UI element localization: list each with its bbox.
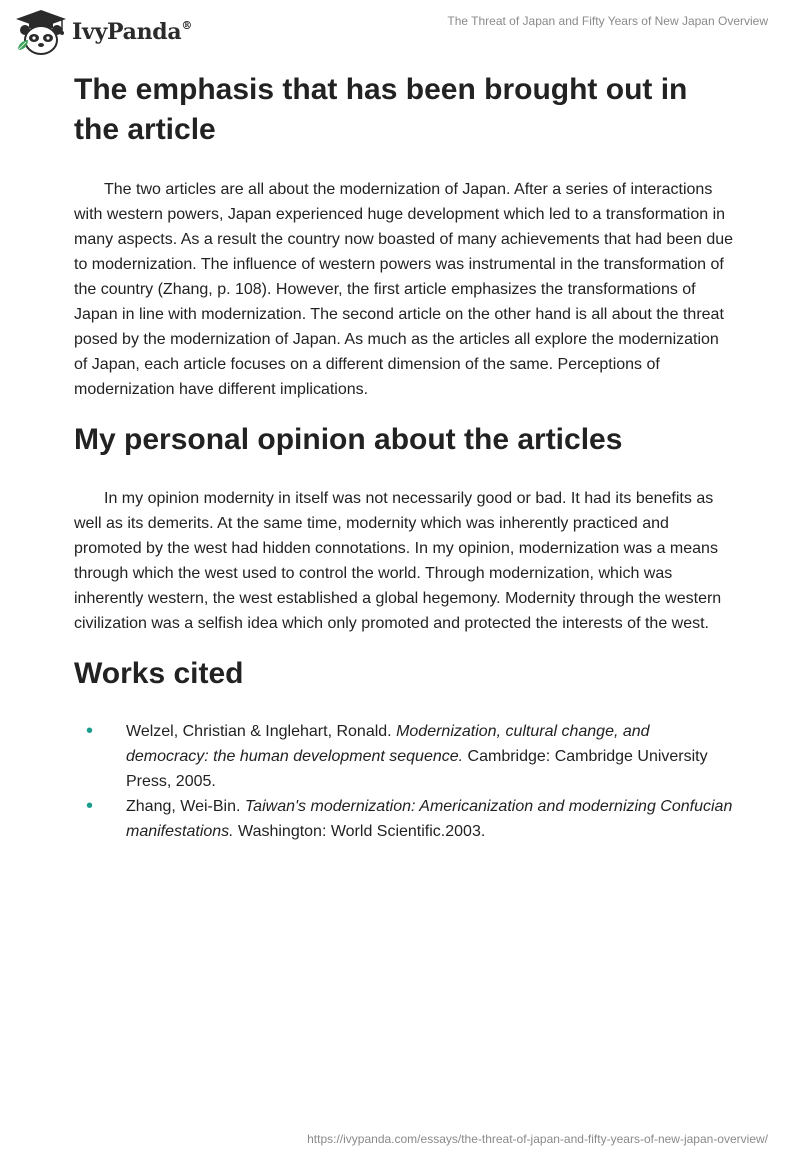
section-heading-emphasis: The emphasis that has been brought out in the article — [74, 73, 688, 146]
panda-graduate-icon — [14, 8, 68, 56]
section-heading-opinion: My personal opinion about the articles — [74, 423, 623, 456]
page-header — [0, 0, 800, 60]
ivypanda-logo[interactable] — [14, 8, 192, 56]
citation-publisher: Cambridge: Cambridge University Press, 2005. — [126, 748, 708, 790]
source-url-link[interactable]: https://ivypanda.com/essays/the-threat-of-japan-and-fifty-years-of-new-japan-overview/ — [307, 1132, 768, 1146]
document-title: The Threat of Japan and Fifty Years of New Japan Overview — [447, 14, 768, 28]
citation-title: Taiwan's modernization: Americanization and modernizing Confucian manifestations. — [126, 798, 733, 840]
logo-wordmark: IvyPanda® — [72, 18, 193, 45]
section-heading-works-cited: Works cited — [74, 657, 244, 690]
citation-author: Welzel, Christian & Inglehart, Ronald. — [126, 723, 397, 740]
paragraph-opinion: In my opinion modernity in itself was not necessarily good or bad. It had its benefits as well as its demerits. At the same time, modernity which was inherently practiced and promoted by the west had hidden connotations. In my opinion, modernization was a means through which the west used to control the world. Through modernization, which was inherently western, the west established a global hegemony. Modernity through the western civilization was a selfish idea which only promoted and protected the interests of the west. — [74, 490, 722, 632]
bullet-icon: • — [86, 720, 94, 742]
citation-author: Zhang, Wei-Bin. — [126, 798, 245, 815]
citation-item — [74, 719, 734, 794]
citation-publisher: Washington: World Scientific.2003. — [233, 823, 486, 840]
citation-item — [74, 794, 734, 844]
works-cited-list — [74, 719, 734, 844]
citation-title: Modernization, cultural change, and democracy: the human development sequence. — [126, 723, 650, 765]
paragraph-emphasis: The two articles are all about the modernization of Japan. After a series of interactions with western powers, Japan experienced huge development which led to a transformation in many aspects. As a result the country now boasted of many achievements that had been due to modernization. The influence of western powers was instrumental in the transformation of the country (Zhang, p. 108). However, the first article emphasizes the transformations of Japan in line with modernization. The second article on the other hand is all about the threat posed by the modernization of Japan. As much as the articles all explore the modernization of Japan, each article focuses on a different dimension of the same. Perceptions of modernization have different implications. — [74, 181, 734, 398]
essay-content — [74, 68, 734, 844]
bullet-icon: • — [86, 795, 94, 817]
